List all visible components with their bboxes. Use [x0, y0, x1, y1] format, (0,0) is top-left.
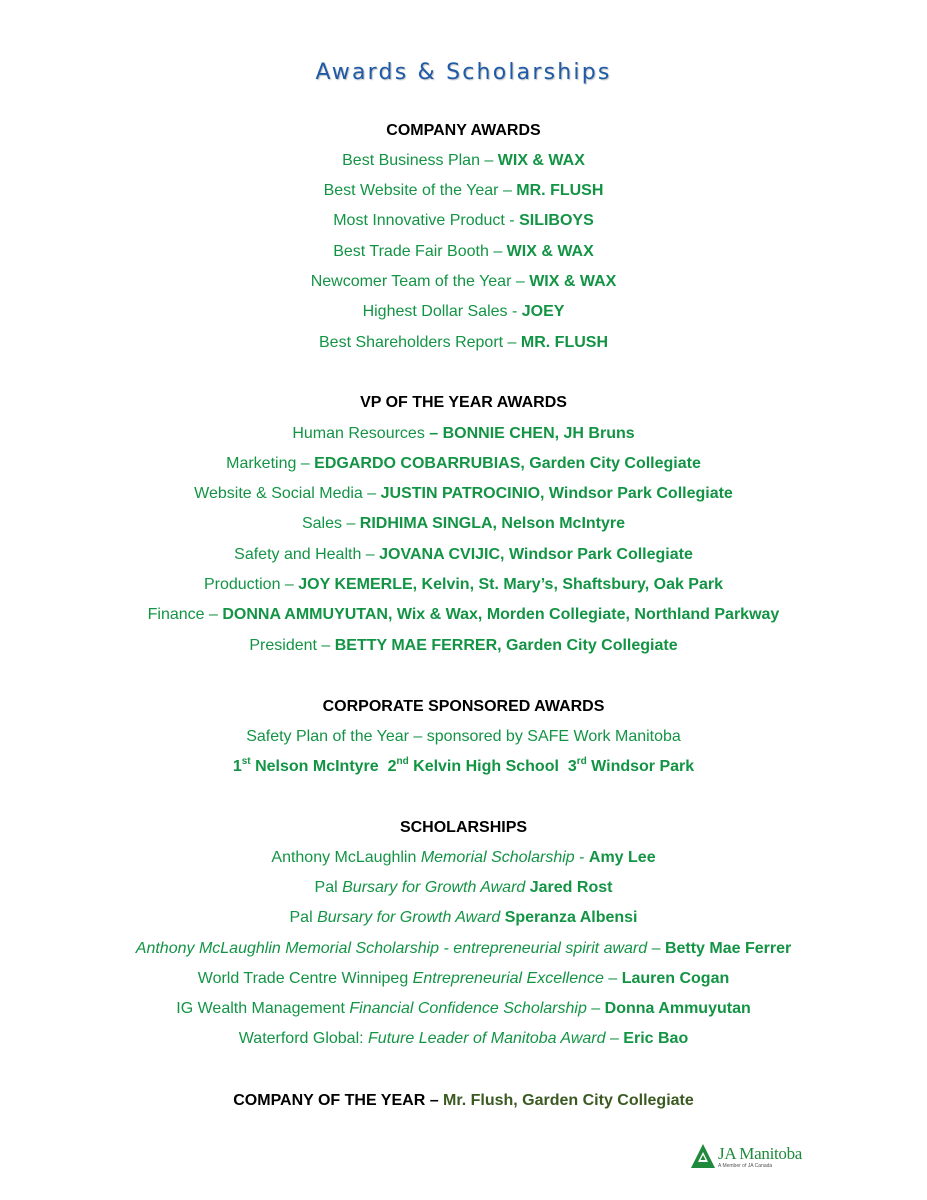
- award-winner: JUSTIN PATROCINIO, Windsor Park Collegiate: [380, 485, 733, 502]
- scholarship-line: [0, 1029, 927, 1049]
- scholarship-name: Bursary for Growth Award: [342, 879, 526, 896]
- award-name: Finance –: [147, 606, 223, 623]
- award-winner: MR. FLUSH: [516, 182, 604, 199]
- company-of-year: [0, 1091, 927, 1111]
- sponsor: Pal: [314, 879, 343, 896]
- award-name: Marketing –: [226, 455, 315, 472]
- award-winner: EDGARDO COBARRUBIAS, Garden City Collegiate: [314, 455, 701, 472]
- separator: –: [605, 1030, 624, 1047]
- award-name: Best Trade Fair Booth –: [333, 243, 507, 260]
- place-winner: Kelvin High School: [408, 758, 568, 775]
- scholarship-line: [0, 908, 927, 928]
- corporate-awards-heading: CORPORATE SPONSORED AWARDS: [322, 698, 605, 715]
- vp-award-line: [0, 605, 927, 625]
- scholarship-name: Financial Confidence Scholarship: [349, 1000, 587, 1017]
- scholarship-name: Bursary for Growth Award: [317, 909, 501, 926]
- separator: –: [647, 940, 665, 957]
- vp-awards-heading: VP OF THE YEAR AWARDS: [360, 394, 567, 411]
- vp-award-line: [0, 424, 927, 444]
- vp-award-line: [0, 545, 927, 565]
- separator: –: [586, 1000, 605, 1017]
- award-winner: BETTY MAE FERRER, Garden City Collegiate: [334, 637, 678, 654]
- logo-name: JA Manitoba: [718, 1144, 803, 1163]
- place-number: 2: [387, 758, 397, 775]
- scholarships-heading: SCHOLARSHIPS: [399, 819, 528, 836]
- scholarship-winner: Eric Bao: [623, 1030, 689, 1047]
- award-name: Production –: [203, 576, 299, 593]
- page-title: Awards & Scholarships: [315, 60, 612, 85]
- company-award-line: [0, 151, 927, 171]
- place-winner: Nelson McIntyre: [250, 758, 388, 775]
- award-name: Most Innovative Product -: [333, 212, 520, 229]
- award-winner: WIX & WAX: [506, 243, 594, 260]
- award-winner: SILIBOYS: [519, 212, 594, 229]
- corporate-award-line: Safety Plan of the Year – sponsored by SAFE Work Manitoba: [246, 728, 681, 745]
- scholarship-winner: Betty Mae Ferrer: [664, 940, 792, 957]
- award-name: Highest Dollar Sales -: [362, 303, 522, 320]
- scholarship-winner: Lauren Cogan: [621, 970, 730, 987]
- place-suffix: st: [241, 755, 251, 767]
- award-winner: JOVANA CVIJIC, Windsor Park Collegiate: [379, 546, 693, 563]
- separator: –: [603, 970, 622, 987]
- scholarship-winner: Donna Ammuyutan: [604, 1000, 751, 1017]
- scholarship-winner: Amy Lee: [588, 849, 656, 866]
- award-name: Sales –: [301, 515, 360, 532]
- award-winner: WIX & WAX: [529, 273, 617, 290]
- scholarship-name: Anthony McLaughlin Memorial Scholarship - entrepreneurial spirit award: [135, 940, 648, 957]
- place-number: 1: [232, 758, 242, 775]
- vp-award-line: [0, 484, 927, 504]
- award-name: Best Website of the Year –: [323, 182, 517, 199]
- logo-tagline: A Member of JA Canada: [718, 1163, 773, 1169]
- place-suffix: rd: [576, 755, 587, 767]
- company-award-line: [0, 242, 927, 262]
- company-of-year-label: COMPANY OF THE YEAR –: [233, 1092, 444, 1109]
- sponsor: World Trade Centre Winnipeg: [197, 970, 413, 987]
- award-winner: JOEY: [521, 303, 565, 320]
- company-award-line: [0, 302, 927, 322]
- scholarship-line: [0, 969, 927, 989]
- scholarship-name: Memorial Scholarship: [420, 849, 575, 866]
- company-award-line: [0, 181, 927, 201]
- place-number: 3: [567, 758, 577, 775]
- scholarship-line: [0, 878, 927, 898]
- vp-award-line: [0, 575, 927, 595]
- scholarship-name: Entrepreneurial Excellence: [412, 970, 604, 987]
- scholarship-winner: Speranza Albensi: [504, 909, 638, 926]
- company-award-line: [0, 211, 927, 231]
- sponsor: Anthony McLaughlin: [271, 849, 421, 866]
- award-winner: MR. FLUSH: [520, 334, 608, 351]
- scholarship-line: [0, 999, 927, 1019]
- award-name: Best Business Plan –: [342, 152, 498, 169]
- vp-award-line: [0, 636, 927, 656]
- ja-manitoba-logo: [690, 1143, 810, 1173]
- award-winner: RIDHIMA SINGLA, Nelson McIntyre: [359, 515, 626, 532]
- company-awards-heading: COMPANY AWARDS: [386, 122, 541, 139]
- corporate-award-places: [0, 757, 927, 777]
- ja-triangle-icon: [690, 1143, 716, 1169]
- award-winner: WIX & WAX: [497, 152, 585, 169]
- place-suffix: nd: [396, 755, 409, 767]
- award-winner: DONNA AMMUYUTAN, Wix & Wax, Morden Collegiate, Northland Parkway: [222, 606, 780, 623]
- scholarship-name: Future Leader of Manitoba Award: [368, 1030, 606, 1047]
- sponsor: Waterford Global:: [238, 1030, 369, 1047]
- vp-award-line: [0, 454, 927, 474]
- award-name: Human Resources: [292, 425, 430, 442]
- award-name: Best Shareholders Report –: [319, 334, 521, 351]
- award-name: Safety and Health –: [234, 546, 380, 563]
- sponsor: IG Wealth Management: [176, 1000, 350, 1017]
- company-award-line: [0, 272, 927, 292]
- scholarship-winner: Jared Rost: [529, 879, 613, 896]
- award-winner: – BONNIE CHEN, JH Bruns: [429, 425, 635, 442]
- vp-award-line: [0, 514, 927, 534]
- place-winner: Windsor Park: [586, 758, 695, 775]
- award-name: Newcomer Team of the Year –: [310, 273, 530, 290]
- scholarship-line: [0, 848, 927, 868]
- scholarship-line: [0, 939, 927, 959]
- sponsor: Pal: [289, 909, 318, 926]
- award-winner: JOY KEMERLE, Kelvin, St. Mary’s, Shaftsbury, Oak Park: [298, 576, 723, 593]
- company-award-line: [0, 333, 927, 353]
- award-name: President –: [249, 637, 335, 654]
- separator: -: [574, 849, 589, 866]
- award-name: Website & Social Media –: [194, 485, 381, 502]
- company-of-year-winner: Mr. Flush, Garden City Collegiate: [443, 1092, 694, 1109]
